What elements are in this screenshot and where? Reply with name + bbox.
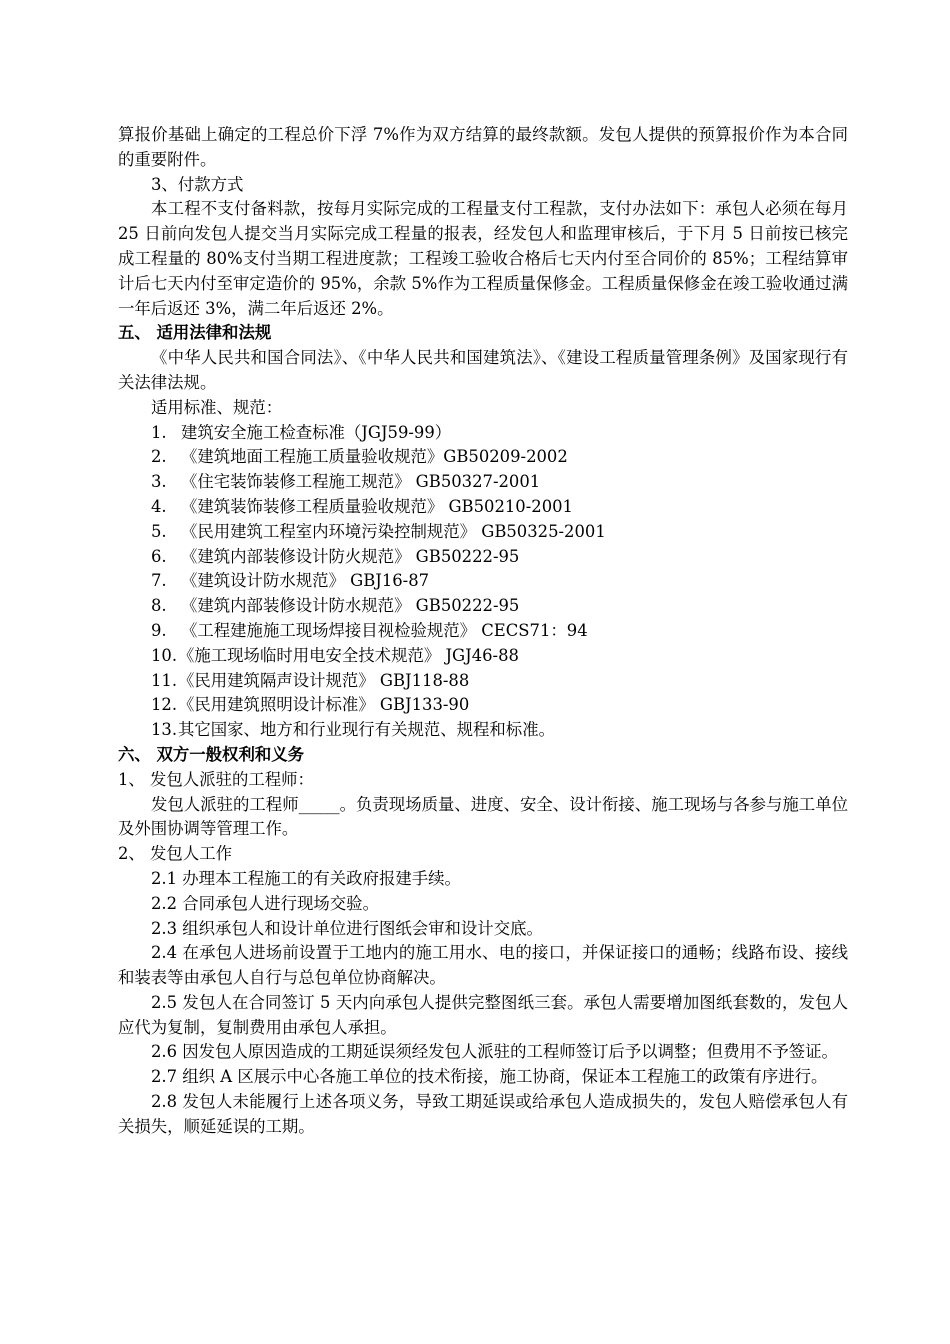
list-text: 《工程建施施工现场焊接目视检验规范》 CECS71：94 — [181, 620, 588, 640]
list-number: 6. — [151, 546, 167, 566]
list-item — [118, 669, 848, 694]
section-heading-rights-obligations: 六、 双方一般权利和义务 — [118, 744, 305, 764]
list-number: 5. — [151, 521, 167, 541]
list-item — [118, 520, 848, 545]
clause-item: 2.4 在承包人进场前设置于工地内的施工用水、电的接口，并保证接口的通畅；线路布设、接线和装表等由承包人自行与总包单位协商解决。 — [118, 943, 848, 988]
list-text: 《建筑设计防水规范》 GBJ16-87 — [181, 571, 430, 591]
clause-item: 2.2 合同承包人进行现场交验。 — [151, 893, 379, 913]
list-number: 3. — [151, 472, 167, 492]
list-item — [118, 693, 848, 718]
subheading-payment-method: 3、付款方式 — [151, 174, 244, 194]
clause-item: 2.6 因发包人原因造成的工期延误须经发包人派驻的工程师签订后予以调整；但费用不予签证。 — [151, 1042, 838, 1062]
list-number: 11. — [151, 670, 178, 690]
list-number: 2. — [151, 447, 167, 467]
list-item — [118, 421, 848, 446]
list-number: 9. — [151, 620, 167, 640]
list-text: 《建筑装饰装修工程质量验收规范》 GB50210-2001 — [181, 496, 573, 516]
list-text: 其它国家、地方和行业现行有关规范、规程和标准。 — [178, 720, 555, 740]
subheading-engineer: 1、 发包人派驻的工程师： — [118, 769, 314, 789]
list-number: 1. — [151, 422, 167, 442]
list-item — [118, 594, 848, 619]
list-item — [118, 619, 848, 644]
list-text: 《建筑内部装修设计防火规范》 GB50222-95 — [181, 546, 520, 566]
list-item — [118, 445, 848, 470]
paragraph-engineer-duties: 发包人派驻的工程师_____。负责现场质量、进度、安全、设计衔接、施工现场与各参与施工单位及外围协调等管理工作。 — [118, 794, 848, 839]
list-text: 《民用建筑隔声设计规范》 GBJ118-88 — [178, 670, 470, 690]
document-body — [118, 123, 848, 1140]
section-heading-laws: 五、 适用法律和法规 — [118, 323, 272, 343]
list-item — [118, 470, 848, 495]
list-item — [118, 545, 848, 570]
clause-item: 2.5 发包人在合同签订 5 天内向承包人提供完整图纸三套。承包人需要增加图纸套数的，发包人应代为复制，复制费用由承包人承担。 — [118, 992, 848, 1037]
standards-list — [118, 421, 848, 743]
list-number: 7. — [151, 571, 167, 591]
list-item — [118, 644, 848, 669]
list-text: 《住宅装饰装修工程施工规范》 GB50327-2001 — [181, 472, 541, 492]
list-number: 8. — [151, 596, 167, 616]
list-text: 《民用建筑工程室内环境污染控制规范》 GB50325-2001 — [181, 521, 606, 541]
clause-item: 2.8 发包人未能履行上述各项义务，导致工期延误或给承包人造成损失的，发包人赔偿承包人有关损失，顺延延误的工期。 — [118, 1092, 848, 1136]
list-item — [118, 495, 848, 520]
list-item — [118, 718, 848, 743]
list-text: 建筑安全施工检查标准（JGJ59-99） — [181, 422, 452, 442]
list-number: 13. — [151, 720, 178, 740]
paragraph-payment-terms: 本工程不支付备料款，按每月实际完成的工程量支付工程款，支付办法如下：承包人必须在每月 25 日前向发包人提交当月实际完成工程量的报表，经发包人和监理审核后，于下月 5 日前按已核完成工程量的 80%支付当期工程进度款；工程竣工验收合格后七天内付至合同价的 85%；工程结算审计后七天内付至审定造价的 95%，余款 5%作为工程质量保修金。工程质量保修金在竣工验收通过满一年后返还 3%，满二年后返还 2%。 — [118, 199, 848, 318]
subheading-employer-work: 2、 发包人工作 — [118, 844, 232, 864]
list-number: 12. — [151, 695, 178, 715]
paragraph-budget-price: 算报价基础上确定的工程总价下浮 7%作为双方结算的最终款额。发包人提供的预算报价作为本合同的重要附件。 — [118, 125, 848, 169]
list-number: 10. — [151, 645, 178, 665]
standards-intro: 适用标准、规范： — [151, 397, 283, 417]
clause-item: 2.7 组织 A 区展示中心各施工单位的技术衔接，施工协商，保证本工程施工的政策有序进行。 — [151, 1067, 828, 1087]
list-item — [118, 569, 848, 594]
list-text: 《施工现场临时用电安全技术规范》 JGJ46-88 — [178, 645, 519, 665]
list-text: 《建筑地面工程施工质量验收规范》GB50209-2002 — [181, 447, 568, 467]
clause-item: 2.3 组织承包人和设计单位进行图纸会审和设计交底。 — [151, 918, 543, 938]
paragraph-applicable-laws: 《中华人民共和国合同法》、《中华人民共和国建筑法》、《建设工程质量管理条例》及国家现行有关法律法规。 — [118, 348, 848, 392]
clause-item: 2.1 办理本工程施工的有关政府报建手续。 — [151, 868, 461, 888]
list-text: 《民用建筑照明设计标准》 GBJ133-90 — [178, 695, 470, 715]
list-text: 《建筑内部装修设计防水规范》 GB50222-95 — [181, 596, 520, 616]
list-number: 4. — [151, 496, 167, 516]
